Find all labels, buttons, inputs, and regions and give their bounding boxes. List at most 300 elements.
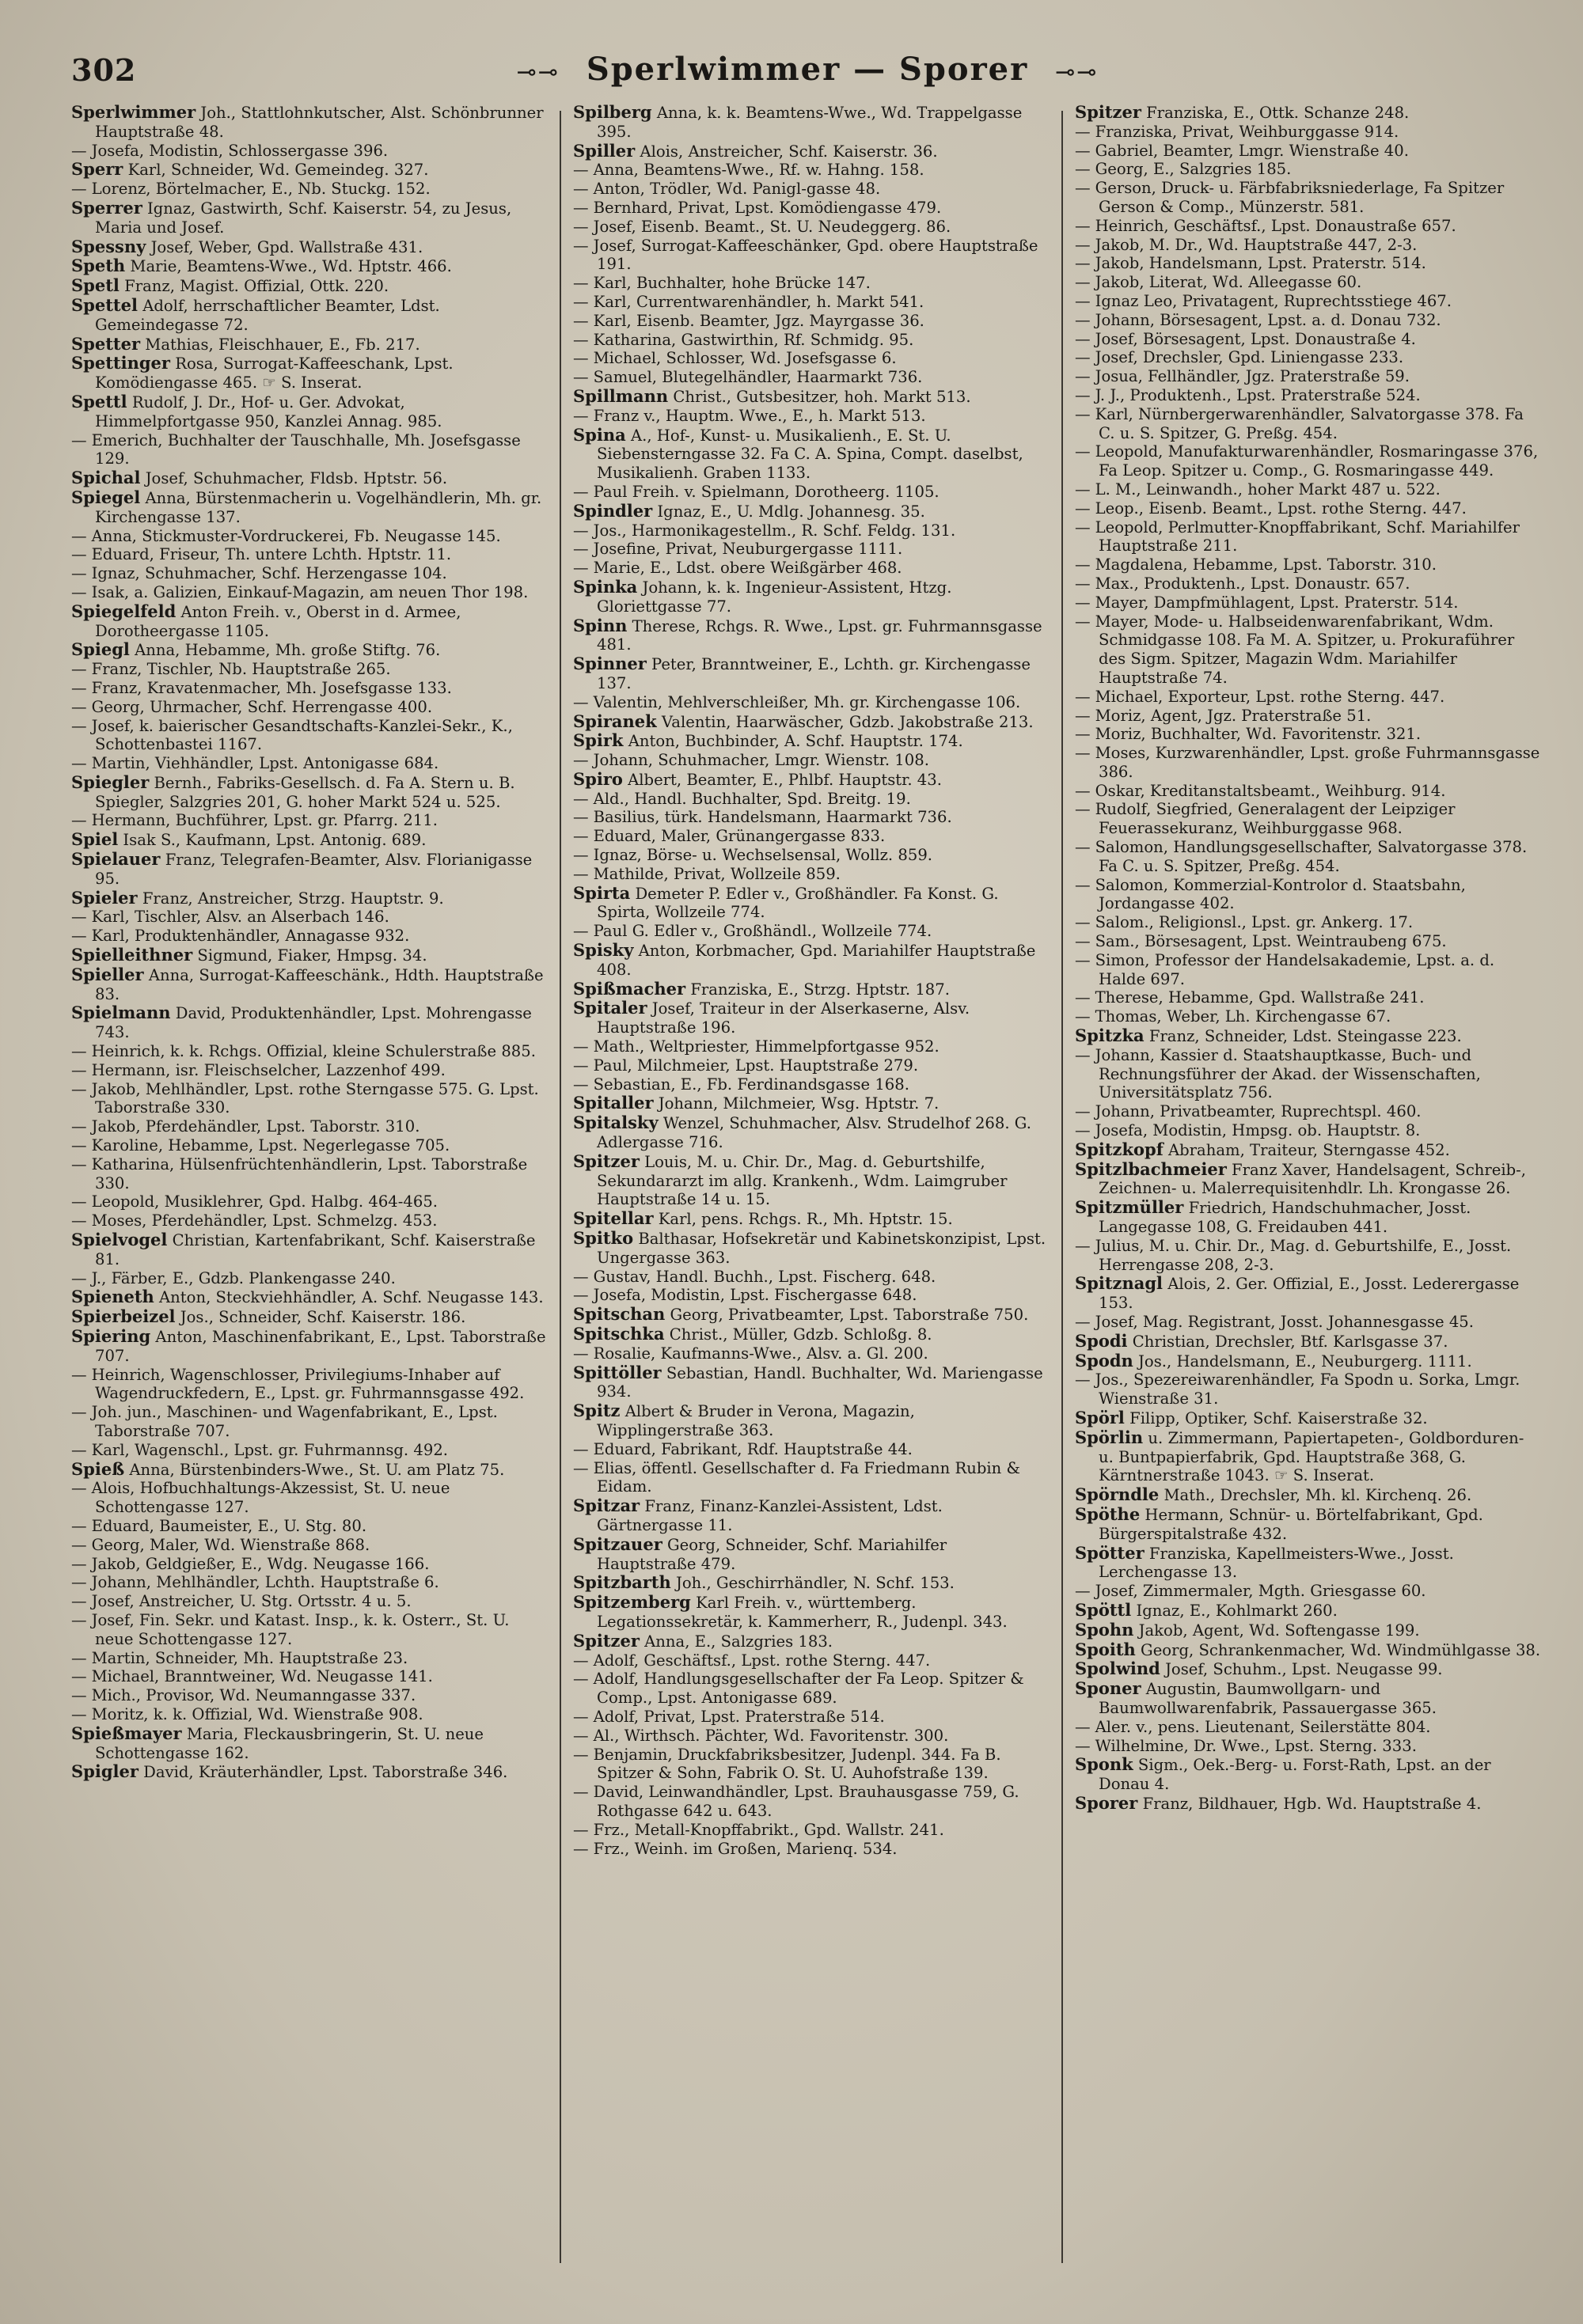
entry-dash: —: [573, 1783, 589, 1802]
directory-entry: [1075, 951, 1543, 989]
directory-entry: [573, 1286, 1048, 1305]
entry-dash: —: [71, 1042, 87, 1061]
entry-details: Ignaz Leo, Privatagent, Ruprechtsstiege 467.: [1095, 291, 1452, 310]
directory-entry: [71, 392, 546, 431]
entry-details: Wenzel, Schuhmacher, Alsv. Strudelhof 268. G. Adlergasse 716.: [597, 1114, 1031, 1152]
directory-entry: [1075, 1140, 1543, 1160]
directory-entry: [573, 1670, 1048, 1708]
entry-surname: Spitalsky: [573, 1113, 659, 1133]
entry-surname: Spitzar: [573, 1496, 640, 1516]
entry-dash: —: [573, 1439, 589, 1458]
directory-entry: [1075, 292, 1543, 311]
entry-details: Anna, Bürstenbinders-Wwe., St. U. am Platz 75.: [129, 1460, 505, 1479]
entry-details: Al., Wirthsch. Pächter, Wd. Favoritenstr. 300.: [593, 1726, 949, 1745]
directory-entry: [1075, 1505, 1543, 1544]
entry-surname: Spiegl: [71, 639, 130, 660]
entry-details: L. M., Leinwandh., hoher Markt 487 u. 522.: [1095, 480, 1441, 499]
directory-entry: [573, 731, 1048, 751]
entry-details: Johann, Mehlhändler, Lchth. Hauptstraße 6.: [91, 1573, 439, 1592]
entry-dash: —: [573, 789, 589, 808]
entry-dash: —: [573, 1670, 589, 1689]
directory-entry: [1075, 707, 1543, 726]
directory-entry: [1075, 1718, 1543, 1737]
entry-details: Sebastian, E., Fb. Ferdinandsgasse 168.: [593, 1075, 909, 1094]
directory-entry: [573, 293, 1048, 312]
directory-entry: [573, 1075, 1048, 1094]
directory-entry: [1075, 1160, 1543, 1199]
entry-details: Rudolf, Siegfried, Generalagent der Leipziger Feuerassekuranz, Weihburggasse 968.: [1095, 800, 1456, 838]
entry-details: Georg, Maler, Wd. Wienstraße 868.: [91, 1535, 370, 1554]
directory-entry: [71, 660, 546, 679]
entry-details: Josefine, Privat, Neuburgergasse 1111.: [593, 540, 903, 559]
entry-details: Moses, Pferdehändler, Lpst. Schmelzg. 453.: [91, 1211, 438, 1230]
entry-dash: —: [1075, 1007, 1091, 1026]
entry-surname: Spöthe: [1075, 1503, 1141, 1524]
entry-details: Max., Produktenh., Lpst. Donaustr. 657.: [1095, 574, 1410, 593]
entry-details: Paul G. Edler v., Großhändl., Wollzeile 774.: [593, 922, 932, 941]
entry-details: Hermann, isr. Fleischselcher, Lazzenhof 499.: [91, 1060, 446, 1079]
entry-details: Joh. jun., Maschinen- und Wagenfabrikant, E., Lpst. Taborstraße 707.: [91, 1403, 498, 1440]
entry-dash: —: [573, 827, 589, 846]
entry-dash: —: [1075, 499, 1091, 517]
entry-surname: Spinner: [573, 654, 647, 674]
entry-dash: —: [1075, 1582, 1091, 1601]
entry-details: Karl, Produktenhändler, Annagasse 932.: [91, 927, 410, 946]
entry-dash: —: [1075, 932, 1091, 951]
entry-dash: —: [1075, 1371, 1091, 1389]
entry-surname: Spigler: [71, 1761, 139, 1782]
directory-entry: [1075, 1737, 1543, 1756]
entry-dash: —: [1075, 574, 1091, 593]
entry-details: Franz, Tischler, Nb. Hauptstraße 265.: [91, 660, 391, 679]
entry-details: Wilhelmine, Dr. Wwe., Lpst. Sterng. 333.: [1095, 1736, 1417, 1755]
entry-details: Josefa, Modistin, Schlossergasse 396.: [91, 141, 389, 160]
entry-dash: —: [1075, 950, 1091, 969]
entry-surname: Spirta: [573, 882, 631, 903]
entry-dash: —: [71, 1573, 87, 1592]
directory-entry: [573, 312, 1048, 331]
entry-details: Aler. v., pens. Lieutenant, Seilerstätte 804.: [1095, 1717, 1431, 1736]
entry-details: Ald., Handl. Buchhalter, Spd. Breitg. 19.: [593, 789, 911, 808]
entry-surname: Spötter: [1075, 1542, 1145, 1563]
entry-details: Bernh., Fabriks-Gesellsch. d. Fa A. Stern u. B. Spiegler, Salzgries 201, G. hoher Markt 524 u. 525.: [95, 773, 515, 811]
entry-details: Anton, Korbmacher, Gpd. Mariahilfer Hauptstraße 408.: [597, 942, 1036, 979]
directory-entry: [1075, 217, 1543, 236]
column-middle: [573, 103, 1048, 2295]
entry-dash: —: [1075, 612, 1091, 631]
entry-dash: —: [1075, 179, 1091, 198]
entry-dash: —: [573, 406, 589, 425]
entry-details: Josef, Weber, Gpd. Wallstraße 431.: [150, 237, 423, 256]
entry-surname: Spöttl: [1075, 1599, 1132, 1620]
entry-details: Josef, Traiteur in der Alserkaserne, Alsv. Hauptstraße 196.: [597, 999, 970, 1037]
entry-dash: —: [573, 864, 589, 883]
entry-details: Moses, Kurzwarenhändler, Lpst. große Fuhrmannsgasse 386.: [1095, 744, 1540, 781]
entry-details: Marie, Beamtens-Wwe., Wd. Hptstr. 466.: [130, 257, 452, 276]
directory-entry: [1075, 688, 1543, 707]
entry-details: Leopold, Perlmutter-Knopffabrikant, Schf. Mariahilfer Hauptstraße 211.: [1095, 517, 1520, 555]
entry-details: Jakob, Literat, Wd. Alleegasse 60.: [1095, 273, 1362, 292]
directory-entry: [71, 1555, 546, 1574]
entry-dash: —: [573, 1839, 589, 1858]
entry-dash: —: [1075, 875, 1091, 894]
entry-surname: Spessny: [71, 236, 146, 256]
entry-surname: Spißmacher: [573, 978, 686, 999]
directory-entry: [1075, 499, 1543, 518]
directory-entry: [71, 335, 546, 354]
directory-entry: [573, 790, 1048, 809]
entry-dash: —: [71, 811, 87, 830]
entry-details: Eduard, Fabrikant, Rdf. Hauptstraße 44.: [593, 1439, 913, 1458]
directory-entry: [573, 1593, 1048, 1632]
column-rule: [560, 111, 561, 2263]
entry-details: Moriz, Buchhalter, Wd. Favoritenstr. 321.: [1095, 725, 1422, 744]
entry-dash: —: [1075, 913, 1091, 932]
directory-entry: [573, 1459, 1048, 1497]
entry-dash: —: [71, 1079, 87, 1098]
entry-details: Marie, E., Ldst. obere Weißgärber 468.: [593, 559, 902, 578]
directory-entry: [1075, 123, 1543, 142]
entry-surname: Spillmann: [573, 385, 669, 406]
page-number: 302: [71, 52, 137, 88]
entry-details: Franz, Anstreicher, Strzg. Hauptstr. 9.: [142, 889, 444, 908]
directory-entry: [573, 521, 1048, 540]
entry-surname: Spittöller: [573, 1362, 662, 1382]
directory-entry: [573, 1229, 1048, 1268]
entry-surname: Spielleithner: [71, 945, 193, 965]
entry-surname: Spörl: [1075, 1407, 1125, 1427]
entry-details: Jos., Harmonikagestellm., R. Schf. Feldg. 131.: [593, 521, 956, 540]
directory-entry: [573, 349, 1048, 368]
entry-dash: —: [71, 1592, 87, 1611]
entry-dash: —: [1075, 744, 1091, 763]
entry-details: Christ., Müller, Gdzb. Schloßg. 8.: [669, 1325, 932, 1344]
directory-entry: [71, 1155, 546, 1193]
entry-dash: —: [71, 1136, 87, 1155]
entry-dash: —: [573, 1286, 589, 1305]
entry-details: David, Produktenhändler, Lpst. Mohrengasse 743.: [95, 1004, 532, 1042]
entry-details: Leopold, Manufakturwarenhändler, Rosmaringasse 376, Fa Leop. Spitzer u. Comp., G. Rosmaringasse 449.: [1095, 442, 1539, 480]
directory-entry: [71, 1460, 546, 1480]
directory-entry: [573, 751, 1048, 770]
entry-dash: —: [573, 217, 589, 236]
directory-entry: [1075, 1794, 1543, 1814]
entry-dash: —: [71, 545, 87, 564]
directory-entry: [573, 331, 1048, 350]
directory-entry: [1075, 1485, 1543, 1505]
directory-entry: [1075, 1332, 1543, 1352]
entry-details: Joh., Geschirrhändler, N. Schf. 153.: [676, 1574, 955, 1593]
directory-entry: [71, 754, 546, 773]
entry-details: Maria, Fleckausbringerin, St. U. neue Schottengasse 162.: [95, 1724, 484, 1762]
entry-details: Sigm., Oek.-Berg- u. Forst-Rath, Lpst. an der Donau 4.: [1099, 1756, 1491, 1794]
entry-surname: Spiering: [71, 1326, 151, 1346]
directory-entry: [1075, 800, 1543, 838]
entry-surname: Sponk: [1075, 1754, 1133, 1775]
entry-surname: Spinka: [573, 576, 638, 597]
entry-details: A., Hof-, Kunst- u. Musikalienh., E. St. U. Siebensterngasse 32. Fa C. A. Spina, Compt. daselbst, Musikalienh. Graben 1133.: [597, 426, 1023, 483]
directory-entry: [1075, 480, 1543, 499]
entry-details: Math., Drechsler, Mh. kl. Kirchenq. 26.: [1164, 1486, 1472, 1505]
entry-details: Eduard, Baumeister, E., U. Stg. 80.: [91, 1516, 367, 1535]
entry-dash: —: [71, 430, 87, 449]
entry-details: Valentin, Mehlverschleißer, Mh. gr. Kirchengasse 106.: [593, 692, 1021, 711]
directory-entry: [573, 1708, 1048, 1727]
entry-details: Valentin, Haarwäscher, Gdzb. Jakobstraße 213.: [661, 712, 1034, 731]
column-left: [71, 103, 546, 2295]
directory-entry: [573, 1496, 1048, 1535]
directory-entry: [573, 1401, 1048, 1440]
directory-entry: [71, 237, 546, 257]
entry-dash: —: [573, 751, 589, 770]
entry-details: Mathilde, Privat, Wollzeile 859.: [593, 864, 841, 883]
directory-entry: [573, 426, 1048, 483]
entry-surname: Spitzauer: [573, 1534, 662, 1554]
entry-surname: Spohn: [1075, 1619, 1134, 1640]
entry-surname: Sporer: [1075, 1792, 1138, 1813]
entry-dash: —: [71, 1117, 87, 1136]
directory-entry: [71, 889, 546, 908]
entry-dash: —: [1075, 348, 1091, 367]
entry-details: Peter, Branntweiner, E., Lchth. gr. Kirchengasse 137.: [597, 655, 1031, 692]
entry-details: Karoline, Hebamme, Lpst. Negerlegasse 705.: [91, 1136, 450, 1155]
directory-entry: [573, 693, 1048, 712]
entry-surname: Sperr: [71, 159, 123, 180]
entry-dash: —: [71, 1211, 87, 1230]
directory-entry: [573, 103, 1048, 142]
entry-details: Adolf, Geschäftsf., Lpst. rothe Sterng. 447.: [593, 1651, 931, 1670]
directory-entry: [1075, 1755, 1543, 1794]
entry-dash: —: [573, 1651, 589, 1670]
entry-dash: —: [71, 716, 87, 735]
directory-entry: [71, 850, 546, 889]
directory-entry: [573, 1651, 1048, 1670]
directory-entry: [573, 865, 1048, 884]
entry-dash: —: [1075, 442, 1091, 461]
directory-entry: [573, 559, 1048, 578]
directory-entry: [573, 368, 1048, 387]
directory-entry: [1075, 518, 1543, 556]
directory-entry: [1075, 1102, 1543, 1121]
directory-entry: [573, 502, 1048, 521]
directory-entry: [71, 468, 546, 488]
entry-details: Karl, Currentwarenhändler, h. Markt 541.: [593, 292, 924, 311]
entry-details: Adolf, herrschaftlicher Beamter, Ldst. Gemeindegasse 72.: [95, 296, 440, 334]
entry-surname: Spichal: [71, 468, 141, 488]
entry-dash: —: [573, 922, 589, 941]
entry-surname: Spiegel: [71, 487, 141, 507]
entry-dash: —: [1075, 1045, 1091, 1064]
entry-details: Franziska, Kapellmeisters-Wwe., Josst. Lerchengasse 13.: [1099, 1544, 1454, 1582]
directory-entry: [1075, 442, 1543, 480]
entry-details: Josefa, Modistin, Lpst. Fischergasse 648.: [593, 1286, 917, 1305]
directory-entry: [71, 927, 546, 946]
entry-details: Moriz, Agent, Jgz. Praterstraße 51.: [1095, 706, 1372, 725]
entry-dash: —: [71, 1704, 87, 1723]
entry-surname: Spieller: [71, 964, 144, 984]
entry-details: Josef, Drechsler, Gpd. Liniengasse 233.: [1095, 348, 1404, 367]
directory-entry: [1075, 179, 1543, 217]
directory-entry: [1075, 386, 1543, 405]
entry-dash: —: [573, 292, 589, 311]
entry-details: Anton Freih. v., Oberst in d. Armee, Dorotheergasse 1105.: [95, 602, 461, 640]
directory-entry: [71, 1403, 546, 1441]
directory-entry: [71, 1192, 546, 1211]
entry-details: Sebastian, Handl. Buchhalter, Wd. Mariengasse 934.: [597, 1363, 1043, 1401]
entry-surname: Spiegler: [71, 772, 150, 792]
entry-details: Karl, Eisenb. Beamter, Jgz. Mayrgasse 36.: [593, 311, 924, 330]
entry-dash: —: [573, 330, 589, 349]
entry-details: u. Zimmermann, Papiertapeten-, Goldborduren- u. Buntpapierfabrik, Gpd. Hauptstraße 368, G. Kärntnerstraße 1043. ☞ S. Inserat.: [1099, 1428, 1524, 1485]
directory-entry: [1075, 1371, 1543, 1408]
directory-entry: [1075, 913, 1543, 932]
entry-details: Rudolf, J. Dr., Hof- u. Ger. Advokat, Himmelpfortgasse 950, Kanzlei Annag. 985.: [95, 392, 442, 430]
directory-entry: [573, 407, 1048, 426]
directory-entry: [573, 274, 1048, 293]
entry-details: Salomon, Handlungsgesellschafter, Salvatorgasse 378. Fa C. u. S. Spitzer, Preßg. 454.: [1095, 838, 1528, 875]
directory-entry: [71, 1686, 546, 1705]
directory-entry: [71, 1517, 546, 1536]
entry-details: Franz, Magist. Offizial, Ottk. 220.: [124, 277, 389, 296]
entry-dash: —: [573, 1745, 589, 1764]
directory-entry: [1075, 555, 1543, 574]
entry-dash: —: [1075, 235, 1091, 254]
directory-entry: [1075, 1313, 1543, 1332]
ornament-left: ⊸⊸: [516, 59, 560, 86]
entry-details: Gerson, Druck- u. Färbfabriksniederlage, Fa Spitzer Gerson & Comp., Münzerstr. 581.: [1095, 179, 1505, 216]
directory-entry: [1075, 1640, 1543, 1660]
entry-surname: Spitzer: [573, 1151, 640, 1171]
entry-dash: —: [1075, 385, 1091, 404]
entry-dash: —: [71, 564, 87, 583]
directory-entry: [71, 103, 546, 142]
entry-details: Ignaz, E., Kohlmarkt 260.: [1136, 1601, 1338, 1620]
entry-dash: —: [573, 1056, 589, 1075]
directory-entry: [573, 654, 1048, 693]
entry-surname: Spiranek: [573, 711, 657, 731]
entry-dash: —: [1075, 593, 1091, 612]
entry-details: Heinrich, Geschäftsf., Lpst. Donaustraße 657.: [1095, 216, 1456, 235]
entry-dash: —: [71, 660, 87, 679]
entry-dash: —: [573, 1344, 589, 1363]
directory-entry: [71, 1287, 546, 1307]
entry-details: Oskar, Kreditanstaltsbeamt., Weihburg. 914.: [1095, 781, 1446, 800]
entry-details: Heinrich, Wagenschlosser, Privilegiums-Inhaber auf Wagendruckfedern, E., Lpst. gr. Fuhrmannsgasse 492.: [91, 1365, 525, 1403]
entry-surname: Spörlin: [1075, 1427, 1144, 1447]
entry-details: Gustav, Handl. Buchh., Lpst. Fischerg. 648.: [593, 1267, 936, 1286]
directory-entry: [573, 1305, 1048, 1325]
directory-entry: [1075, 1408, 1543, 1428]
entry-dash: —: [1075, 291, 1091, 310]
entry-dash: —: [1075, 254, 1091, 273]
entry-surname: Spetl: [71, 275, 120, 296]
directory-entry: [1075, 1046, 1543, 1102]
entry-dash: —: [1075, 310, 1091, 329]
directory-entry: [71, 1441, 546, 1460]
entry-details: Bernhard, Privat, Lpst. Komödiengasse 479.: [593, 198, 942, 217]
entry-details: Lorenz, Börtelmacher, E., Nb. Stuckg. 152.: [91, 180, 431, 199]
directory-entry: [1075, 876, 1543, 914]
directory-entry: [573, 846, 1048, 865]
entry-details: Josua, Fellhändler, Jgz. Praterstraße 59.: [1095, 367, 1410, 386]
entry-details: David, Kräuterhändler, Lpst. Taborstraße 346.: [143, 1763, 508, 1782]
entry-surname: Spielmann: [71, 1003, 171, 1023]
entry-details: Johann, Börsesagent, Lpst. a. d. Donau 732.: [1095, 310, 1441, 329]
directory-entry: [1075, 1679, 1543, 1718]
entry-surname: Spitz: [573, 1401, 621, 1421]
entry-details: Georg, E., Salzgries 185.: [1095, 160, 1292, 179]
entry-details: Jakob, Mehlhändler, Lpst. rothe Sterngasse 575. G. Lpst. Taborstraße 330.: [91, 1079, 539, 1117]
directory-entry: [573, 218, 1048, 237]
directory-entry: [71, 1649, 546, 1668]
entry-surname: Spodn: [1075, 1350, 1133, 1371]
entry-details: Filipp, Optiker, Schf. Kaiserstraße 32.: [1129, 1408, 1428, 1427]
directory-entry: [71, 276, 546, 296]
directory-entry: [1075, 1352, 1543, 1371]
entry-dash: —: [71, 1154, 87, 1173]
entry-dash: —: [1075, 1736, 1091, 1755]
entry-surname: Spitzer: [573, 1630, 640, 1651]
entry-details: Leopold, Musiklehrer, Gpd. Halbg. 464-465.: [91, 1192, 438, 1211]
entry-dash: —: [1075, 800, 1091, 819]
entry-dash: —: [573, 692, 589, 711]
directory-entry: [71, 545, 546, 564]
entry-details: Anna, Stickmuster-Vordruckerei, Fb. Neugasse 145.: [91, 526, 501, 545]
entry-dash: —: [573, 198, 589, 217]
entry-details: Josef, k. baierischer Gesandtschafts-Kanzlei-Sekr., K., Schottenbastei 1167.: [91, 716, 513, 754]
entry-details: Rosa, Surrogat-Kaffeeschank, Lpst. Komödiengasse 465. ☞ S. Inserat.: [95, 354, 454, 392]
entry-surname: Spitznagl: [1075, 1273, 1163, 1294]
entry-dash: —: [1075, 781, 1091, 800]
entry-dash: —: [573, 1458, 589, 1477]
entry-dash: —: [573, 311, 589, 330]
entry-details: J., Färber, E., Gdzb. Plankengasse 240.: [91, 1268, 396, 1287]
entry-surname: Spitzmüller: [1075, 1197, 1184, 1218]
directory-entry: [573, 1363, 1048, 1402]
entry-dash: —: [1075, 122, 1091, 141]
entry-dash: —: [1075, 216, 1091, 235]
directory-entry: [71, 1042, 546, 1061]
directory-entry: [71, 1211, 546, 1230]
directory-entry: [71, 1307, 546, 1327]
entry-details: Karl Freih. v., württemberg. Legationssekretär, k. Kammerherr, R., Judenpl. 343.: [597, 1594, 1008, 1631]
directory-entry: [573, 1344, 1048, 1363]
entry-surname: Spindler: [573, 500, 653, 521]
directory-entry: [71, 602, 546, 641]
directory-entry: [1075, 1198, 1543, 1237]
entry-surname: Spitko: [573, 1228, 634, 1249]
directory-entry: [573, 1268, 1048, 1287]
directory-entry: [573, 616, 1048, 655]
entry-dash: —: [1075, 1102, 1091, 1121]
directory-entry: [573, 199, 1048, 218]
entry-surname: Spitzkopf: [1075, 1139, 1164, 1159]
entry-details: Christ., Gutsbesitzer, hoh. Markt 513.: [673, 387, 971, 406]
entry-dash: —: [71, 1365, 87, 1384]
entry-details: Math., Weltpriester, Himmelpfortgasse 952.: [593, 1037, 940, 1056]
directory-entry: [71, 1327, 546, 1366]
entry-details: Mayer, Dampfmühlagent, Lpst. Praterstr. 514.: [1095, 593, 1459, 612]
entry-details: Magdalena, Hebamme, Lpst. Taborstr. 310.: [1095, 555, 1437, 574]
entry-surname: Speth: [71, 256, 126, 276]
directory-entry: [573, 1727, 1048, 1746]
entry-details: Michael, Exporteur, Lpst. rothe Sterng. 447.: [1095, 687, 1445, 706]
directory-entry: [71, 354, 546, 392]
entry-details: Anton, Trödler, Wd. Panigl-gasse 48.: [593, 180, 881, 199]
entry-details: Therese, Hebamme, Gpd. Wallstraße 241.: [1095, 988, 1425, 1007]
entry-details: Jakob, Geldgießer, E., Wdg. Neugasse 166.: [91, 1554, 430, 1573]
column-right: [1075, 103, 1543, 2295]
